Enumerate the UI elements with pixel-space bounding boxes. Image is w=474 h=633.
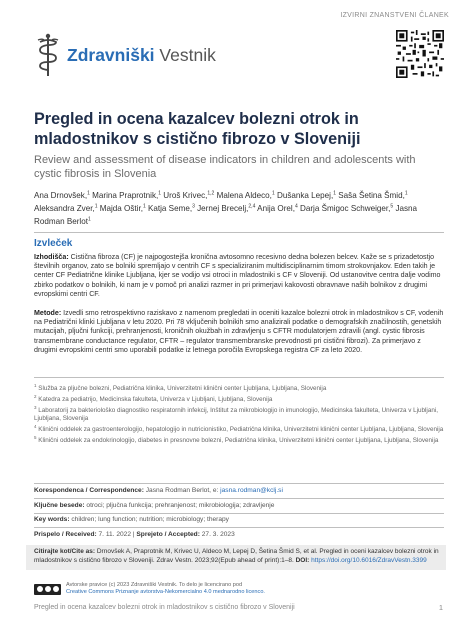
caduceus-icon: [34, 32, 62, 78]
creative-commons-icon: [34, 584, 61, 595]
author: Uroš Krivec,$^{1,2}$: [163, 190, 215, 200]
affiliation-item: $^5$ Klinični oddelek za endokrinologijo, diabetes in presnovne bolezni, Pediatrična klinika, Univerzitetni klinični center Ljubljana, Ljubljana, Slovenija: [34, 435, 439, 445]
author: Anija Orel,$^4$: [257, 203, 298, 213]
correspondence: Korespondenca / Correspondence: Jasna Rodman Berlot, e: jasna.rodman@kclj.si: [34, 487, 283, 494]
citation: Citirajte kot/Cite as: Drnovšek A, Praprotnik M, Krivec U, Aldeco M, Lepej D, Šetina Šmid S, et al. Pregled in oceni kazalcev bolezni otrok in mladostnikov s cistično fibrozo v Sloveniji. Zdrav Vestn. 2023;92(Epub ahead of print):1–8. DOI: https://doi.org/10.6016/ZdravVestn.3399: [34, 548, 439, 564]
running-title: Pregled in ocena kazalcev bolezni otrok in mladostnikov s cistično fibrozo v Sloveniji: [34, 604, 295, 611]
abstract-methods: Metode: Izvedli smo retrospektivno raziskavo z namenom pregledati in oceniti kazalce bolezni otrok in mladostnikov s CF, vodenih na Pediatrični klinki Ljubljana v letu 2020. Pri 78 vključenih bolnikih smo analizirali podatke o demografskih značilnostih, genetskih mutacijah, pljučni funkciji, prehranjenosti, kroničnih okužbah in zdravljenju s CFTR modulatorjem zdravili (angl. cystic fibrosis transmembrane conductance regulator, CFTR – regulator transmembranske prevodnosti pri cistični fibrozi). Za primerjavo z drugimi evropskimi centri smo uporabili podatke iz letnega poročila Evropskega registra CF za leto 2020.: [34, 309, 444, 354]
keywords-sl: Ključne besede: otroci; pljučna funkcija; prehranjenost; mikrobiologija; zdravljenje: [34, 502, 275, 509]
doi-link[interactable]: https://doi.org/10.6016/ZdravVestn.3399: [309, 556, 427, 564]
qr-code-icon: [396, 30, 444, 78]
author-list: [34, 188, 444, 228]
affiliation-item: $^3$ Laboratorij za bakteriološko diagnostiko respiratornih infekcij, Inštitut za mikrobiologijo in imunologijo, Medicinska fakulteta, Univerza v Ljubljani, Ljubljana, Slovenija: [34, 405, 438, 423]
author: Marina Praprotnik,$^1$: [92, 190, 162, 200]
divider: [34, 377, 444, 378]
divider: [34, 232, 444, 233]
author: Jernej Brecelj,$^{2,4}$: [197, 203, 256, 213]
license-link[interactable]: Creative Commons Priznanje avtorstva-Nekomercialno 4.0 mednarodno licenco.: [66, 589, 265, 595]
dates: Prispelo / Received: 7. 11. 2022 | Sprejeto / Accepted: 27. 3. 2023: [34, 531, 235, 538]
license-block: [34, 582, 265, 596]
author: Malena Aldeco,$^1$: [216, 190, 275, 200]
article-subtitle: Review and assessment of disease indicators in children and adolescents with cystic fibrosis in Slovenia: [34, 154, 416, 180]
divider: [34, 513, 444, 514]
affiliation-item: $^4$ Klinični oddelek za gastroenterologijo, hepatologijo in nutricionistiko, Pediatrična klinika, Univerzitetni klinični center Ljubljana, Ljubljana, Slovenija: [34, 424, 444, 434]
author: Ana Drnovšek,$^1$: [34, 190, 90, 200]
abstract-background: Izhodišča: Cistična fibroza (CF) je najpogostejša kronična avtosomno recesivno dedna bolezen belcev. Kaže se s prizadetostjo številnih organov, zato se bolniki spremljajo v centrih CF s specializiranim multidisciplinarnim timom strokovnjakov. Eden takih je center CF Pediatrične klinike Ljubljana, kjer se vodijo vsi otroci in mladostniki s CF v Sloveniji. Od ustanovitve centra dalje vodimo zbirko podatkov o bolnikih, ki nam je v pomoč pri analizi razmer in pri primerjavi kakovosti obravnave naših bolnikov z drugimi evropskimi centri CF.: [34, 253, 441, 298]
article-title: Pregled in ocena kazalcev bolezni otrok in mladostnikov s cistično fibrozo v Sloveniji: [34, 110, 361, 148]
journal-name: Zdravniški Vestnik: [67, 44, 216, 65]
divider: [34, 483, 444, 484]
affiliations: [34, 382, 444, 445]
author: Jasna Rodman Berlot$^1$: [34, 203, 418, 227]
author: Majda Oštir,$^1$: [99, 203, 146, 213]
affiliation-item: $^1$ Služba za pljučne bolezni, Pediatrična klinika, Univerzitetni klinični center Ljubljana, Ljubljana, Slovenija: [34, 383, 327, 393]
email-link[interactable]: jasna.rodman@kclj.si: [220, 487, 283, 494]
divider: [34, 498, 444, 499]
keywords-en: Key words: children; lung function; nutrition; microbiology; therapy: [34, 516, 229, 523]
author: Katja Seme,$^3$: [147, 203, 195, 213]
abstract-heading: Izvleček: [34, 238, 73, 249]
author: Aleksandra Zver,$^1$: [34, 203, 98, 213]
author: Saša Šetina Šmid,$^1$: [338, 190, 408, 200]
author: Dušanka Lepej,$^1$: [276, 190, 336, 200]
divider: [34, 527, 444, 528]
journal-logo: [34, 32, 216, 78]
license-line-1: Avtorske pravice (c) 2023 Zdravniški Vestnik. To delo je licencirano pod: [66, 582, 243, 588]
page-number: 1: [438, 603, 443, 612]
affiliation-item: $^2$ Katedra za pediatrijo, Medicinska fakulteta, Univerza v Ljubljani, Ljubljana, Slovenija: [34, 394, 273, 404]
author: Darja Šmigoc Schweiger,$^5$: [300, 203, 394, 213]
section-label: IZVIRNI ZNANSTVENI ČLANEK: [340, 12, 449, 19]
